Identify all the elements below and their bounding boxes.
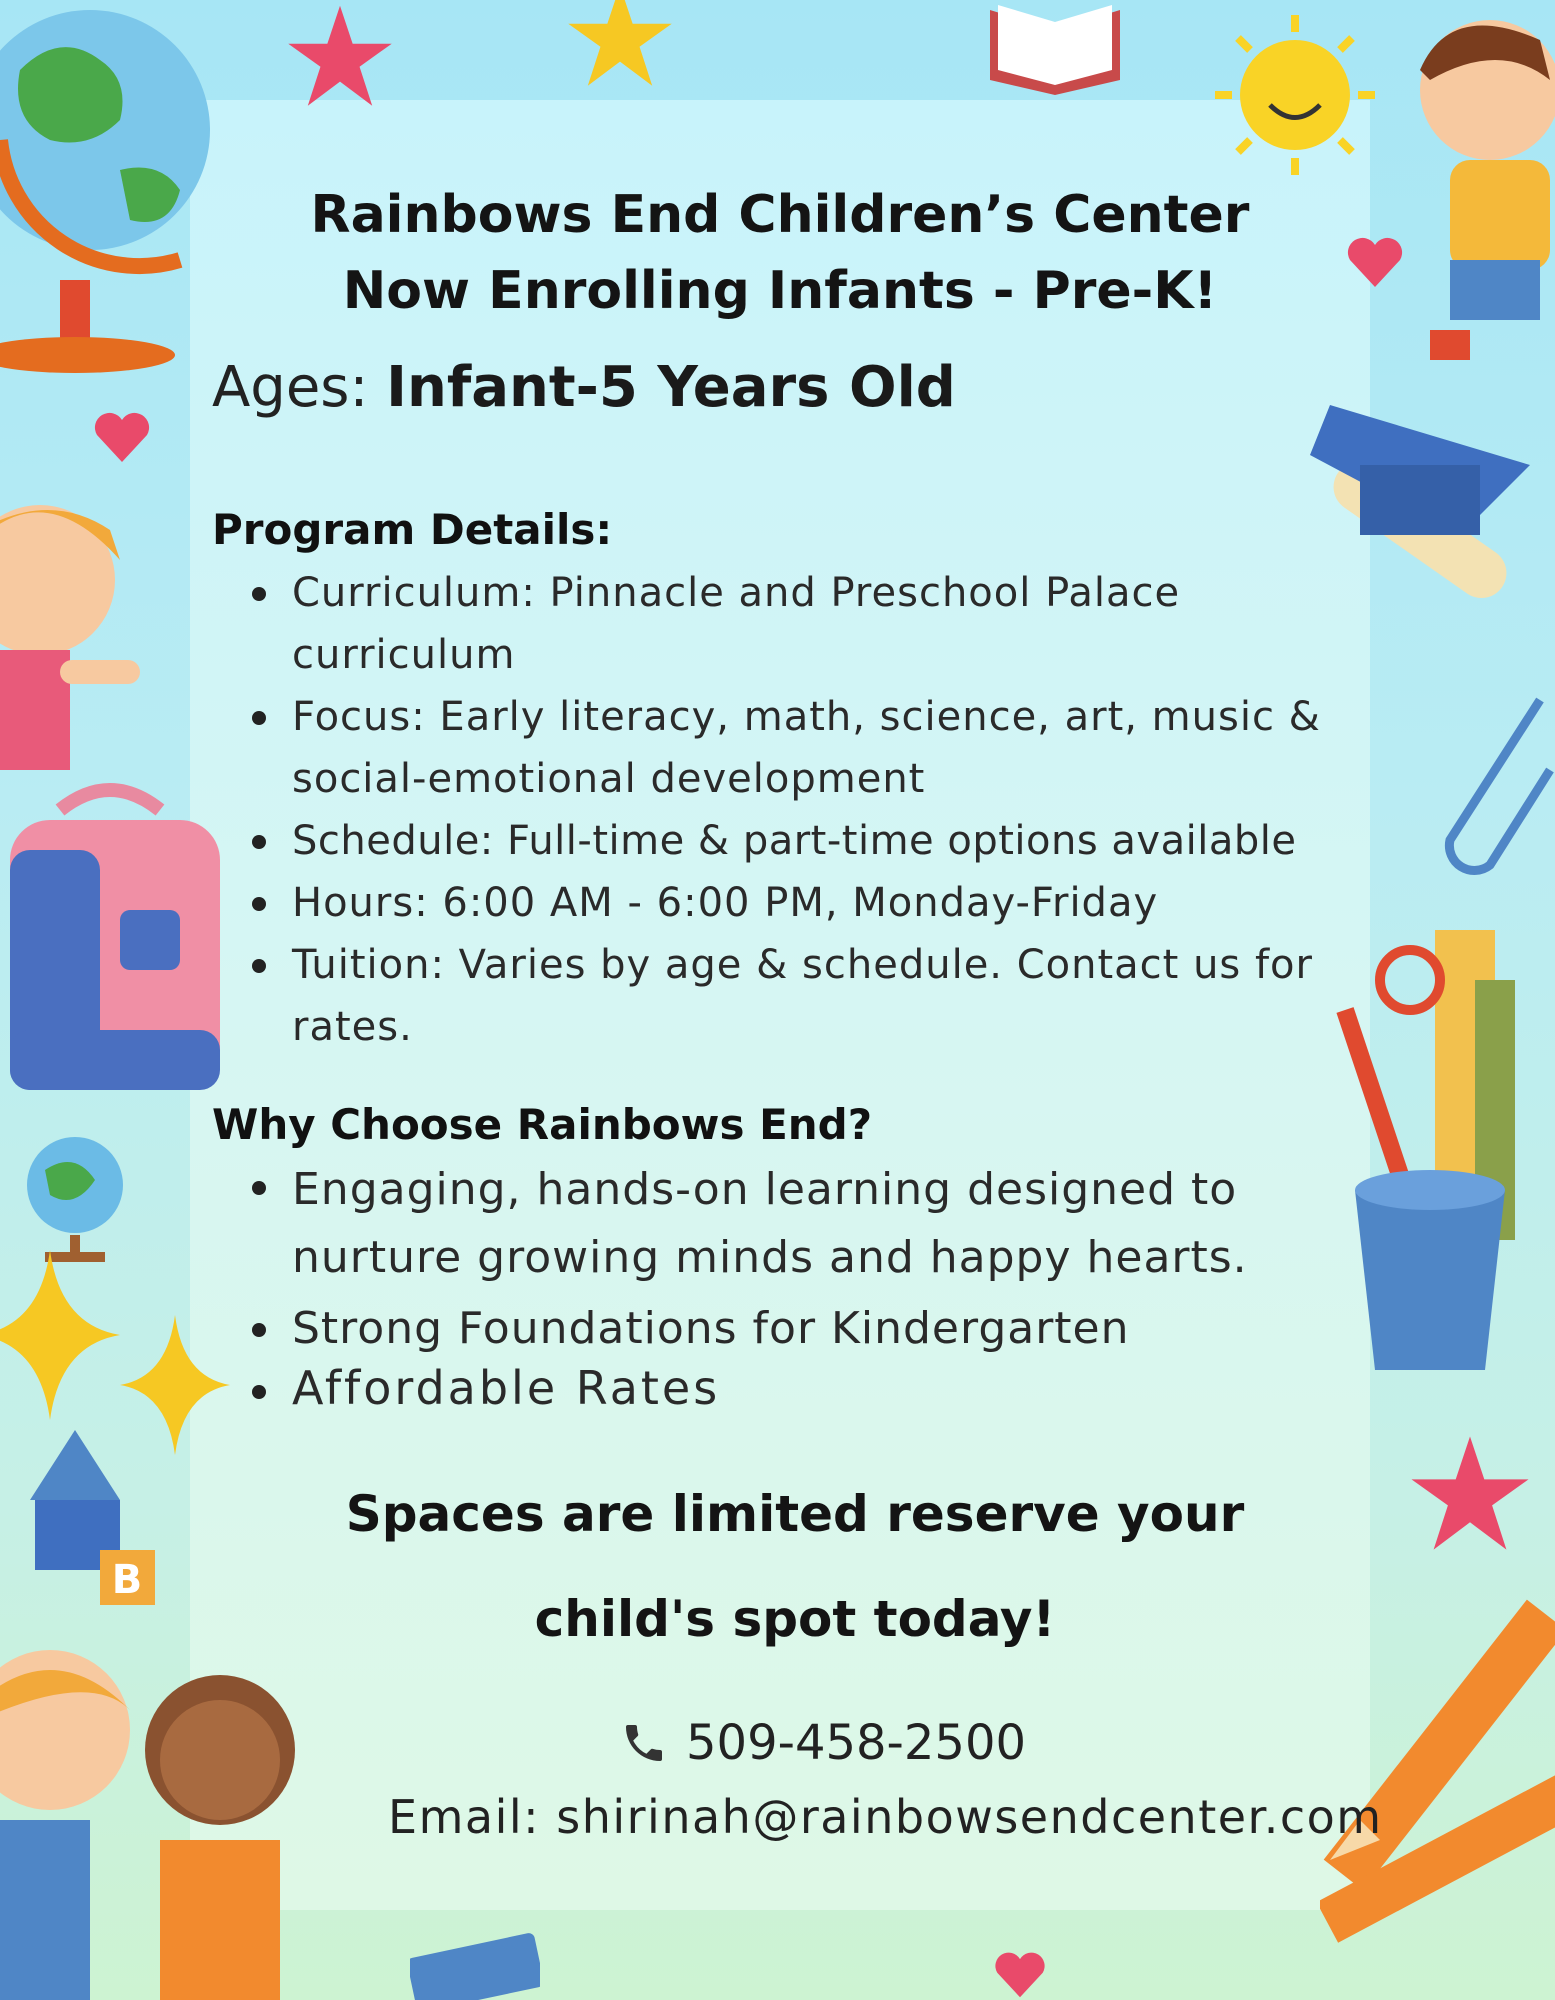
list-item: Strong Foundations for Kindergarten xyxy=(230,1298,1280,1360)
email-contact[interactable]: Email: shirinah@rainbowsendcenter.com xyxy=(388,1790,1383,1844)
lego-brick-icon xyxy=(410,1920,540,2000)
star-icon xyxy=(280,0,400,115)
flyer-title: Rainbows End Children’s Center xyxy=(310,185,1250,245)
phone-contact[interactable] xyxy=(620,1715,1026,1771)
heart-icon xyxy=(92,410,152,465)
list-item: Engaging, hands-on learning designed to nurture growing minds and happy hearts. xyxy=(230,1156,1280,1292)
ages-value: Infant-5 Years Old xyxy=(386,355,956,420)
list-item: Schedule: Full-time & part-time options available xyxy=(230,810,1380,872)
sun-icon xyxy=(1210,10,1380,180)
phone-icon xyxy=(620,1719,668,1767)
flyer-subtitle: Now Enrolling Infants - Pre-K! xyxy=(342,261,1218,321)
block-b-illustration xyxy=(30,1430,160,1610)
program-details-heading: Program Details: xyxy=(212,505,613,554)
star-icon xyxy=(560,0,680,95)
why-choose-list xyxy=(230,1156,1280,1416)
list-item: Tuition: Varies by age & schedule. Contact us for rates. xyxy=(230,934,1380,1058)
program-details-list xyxy=(230,562,1380,1058)
sparkle-icon xyxy=(0,1250,120,1420)
list-item: Focus: Early literacy, math, science, art, music & social-emotional development xyxy=(230,686,1380,810)
list-item: Hours: 6:00 AM - 6:00 PM, Monday-Friday xyxy=(230,872,1380,934)
book-icon xyxy=(980,0,1130,100)
ages-label: Ages: xyxy=(212,355,369,420)
ages-line xyxy=(212,355,956,420)
girl-illustration xyxy=(0,470,150,800)
list-item: Affordable Rates xyxy=(230,1360,1280,1416)
heart-icon xyxy=(985,1950,1055,2000)
list-item: Curriculum: Pinnacle and Preschool Palace curriculum xyxy=(230,562,1380,686)
small-globe-icon xyxy=(15,1130,135,1270)
why-choose-heading: Why Choose Rainbows End? xyxy=(212,1100,873,1149)
phone-number: 509-458-2500 xyxy=(686,1715,1027,1771)
paperclip-icon xyxy=(1430,690,1555,890)
boy-illustration xyxy=(1390,0,1555,400)
backpack-illustration xyxy=(0,780,235,1100)
svg-text:B: B xyxy=(111,1557,143,1603)
children-illustration xyxy=(0,1630,330,2000)
cta-line-1: Spaces are limited reserve your xyxy=(345,1485,1245,1543)
star-icon xyxy=(1405,1430,1535,1560)
cta-line-2: child's spot today! xyxy=(534,1590,1056,1648)
